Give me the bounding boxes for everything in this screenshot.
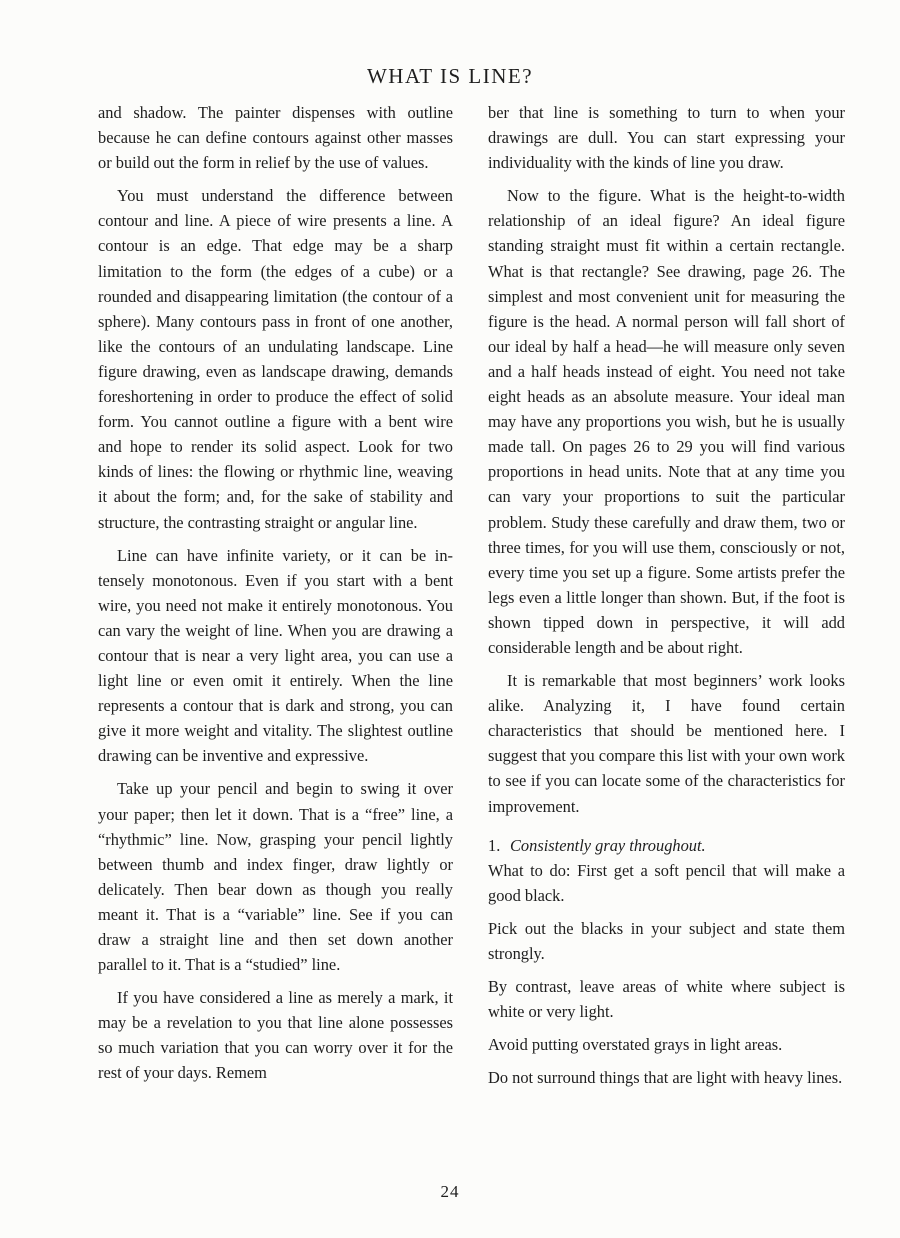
list-heading-text: Consistently gray throughout.: [510, 835, 706, 855]
list-item: By contrast, leave areas of white where subject is white or very light.: [488, 977, 845, 1022]
paragraph: It is remarkable that most beginners’ work looks alike. Analyzing it, I have found certain characteristics that should be mentioned here. I suggest that you compare this list with your own work to see if you can locate some of the characteristics for improvement.: [488, 671, 845, 816]
paragraph: Line can have infinite variety, or it can be intensely monotonous. Even if you start with a bent wire, you need not make it entirely monotonous. You can vary the weight of line. When you are drawing a contour that is near a very light area, you can use a light line or even omit it entirely. When the line represents a contour that is dark and strong, you can give it more weight and vitality. The slightest outline drawing can be inventive and expressive.: [98, 545, 453, 766]
list-heading: [488, 833, 845, 858]
paragraph: ber that line is something to turn to when your drawings are dull. You can start expressing your individuality with the kinds of line you draw.: [488, 103, 845, 173]
paragraph: You must understand the difference between contour and line. A piece of wire presents a line. A contour is an edge. That edge may be a sharp limitation to the form (the edges of a cube) or a rounded and disappearing limitation (the contour of a sphere). Many contours pass in front of one another, like the contours of an undulating landscape. Line figure drawing, even as landscape drawing, demands foreshortening in order to produce the effect of solid form. You cannot outline a figure with a bent wire and hope to render its solid aspect. Look for two kinds of lines: the flowing or rhythmic line, weaving it about the form; and, for the sake of stability and structure, the contrasting straight or angular line.: [98, 186, 453, 532]
list-item: Do not surround things that are light with heavy lines.: [488, 1068, 843, 1088]
left-column: [98, 100, 453, 1094]
paragraph: and shadow. The painter dispenses with outline because he can define contours against other masses or build out the form in relief by the use of values.: [98, 103, 453, 173]
list-item: What to do: First get a soft pencil that will make a good black.: [488, 860, 845, 905]
list-item: Avoid putting overstated grays in light areas.: [488, 1035, 783, 1055]
page-number: 24: [440, 1182, 460, 1201]
paragraph: If you have considered a line as merely a mark, it may be a revelation to you that line alone possesses so much variation that you can worry over it for the rest of your days. Remem: [98, 988, 453, 1083]
page-title: WHAT IS LINE?: [366, 64, 534, 88]
paragraph: Take up your pencil and begin to swing it over your paper; then let it down. That is a “free” line, a “rhythmic” line. Now, grasping your pencil lightly between thumb and index finger, draw lightly or delicately. Then bear down as though you really meant it. That is a “variable” line. See if you can draw a straight line and then set down another parallel to it. That is a “studied” line.: [98, 779, 453, 975]
list-item: Pick out the blacks in your subject and state them strongly.: [488, 918, 845, 963]
list-number: 1.: [488, 835, 501, 855]
right-column: [488, 100, 845, 1098]
paragraph: Now to the figure. What is the height-to-width relationship of an ideal figure? An ideal figure standing straight must fit within a certain rectangle. What is that rectangle? See drawing, page 26. The simplest and most convenient unit for measuring the figure is the head. A normal person will fall short of our ideal by half a head—he will measure only seven and a half heads instead of eight. You need not take eight heads as an absolute measure. Your ideal man may have any proportions you wish, but he is usually made tall. On pages 26 to 29 you will find various proportions in head units. Note that at any time you can vary your proportions to suit the particular problem. Study these carefully and draw them, two or three times, for you will use them, consciously or not, every time you set up a figure. Some artists prefer the legs even a little longer than shown. But, if the foot is shown tipped down in perspective, it will add considerable length and be about right.: [488, 186, 845, 657]
